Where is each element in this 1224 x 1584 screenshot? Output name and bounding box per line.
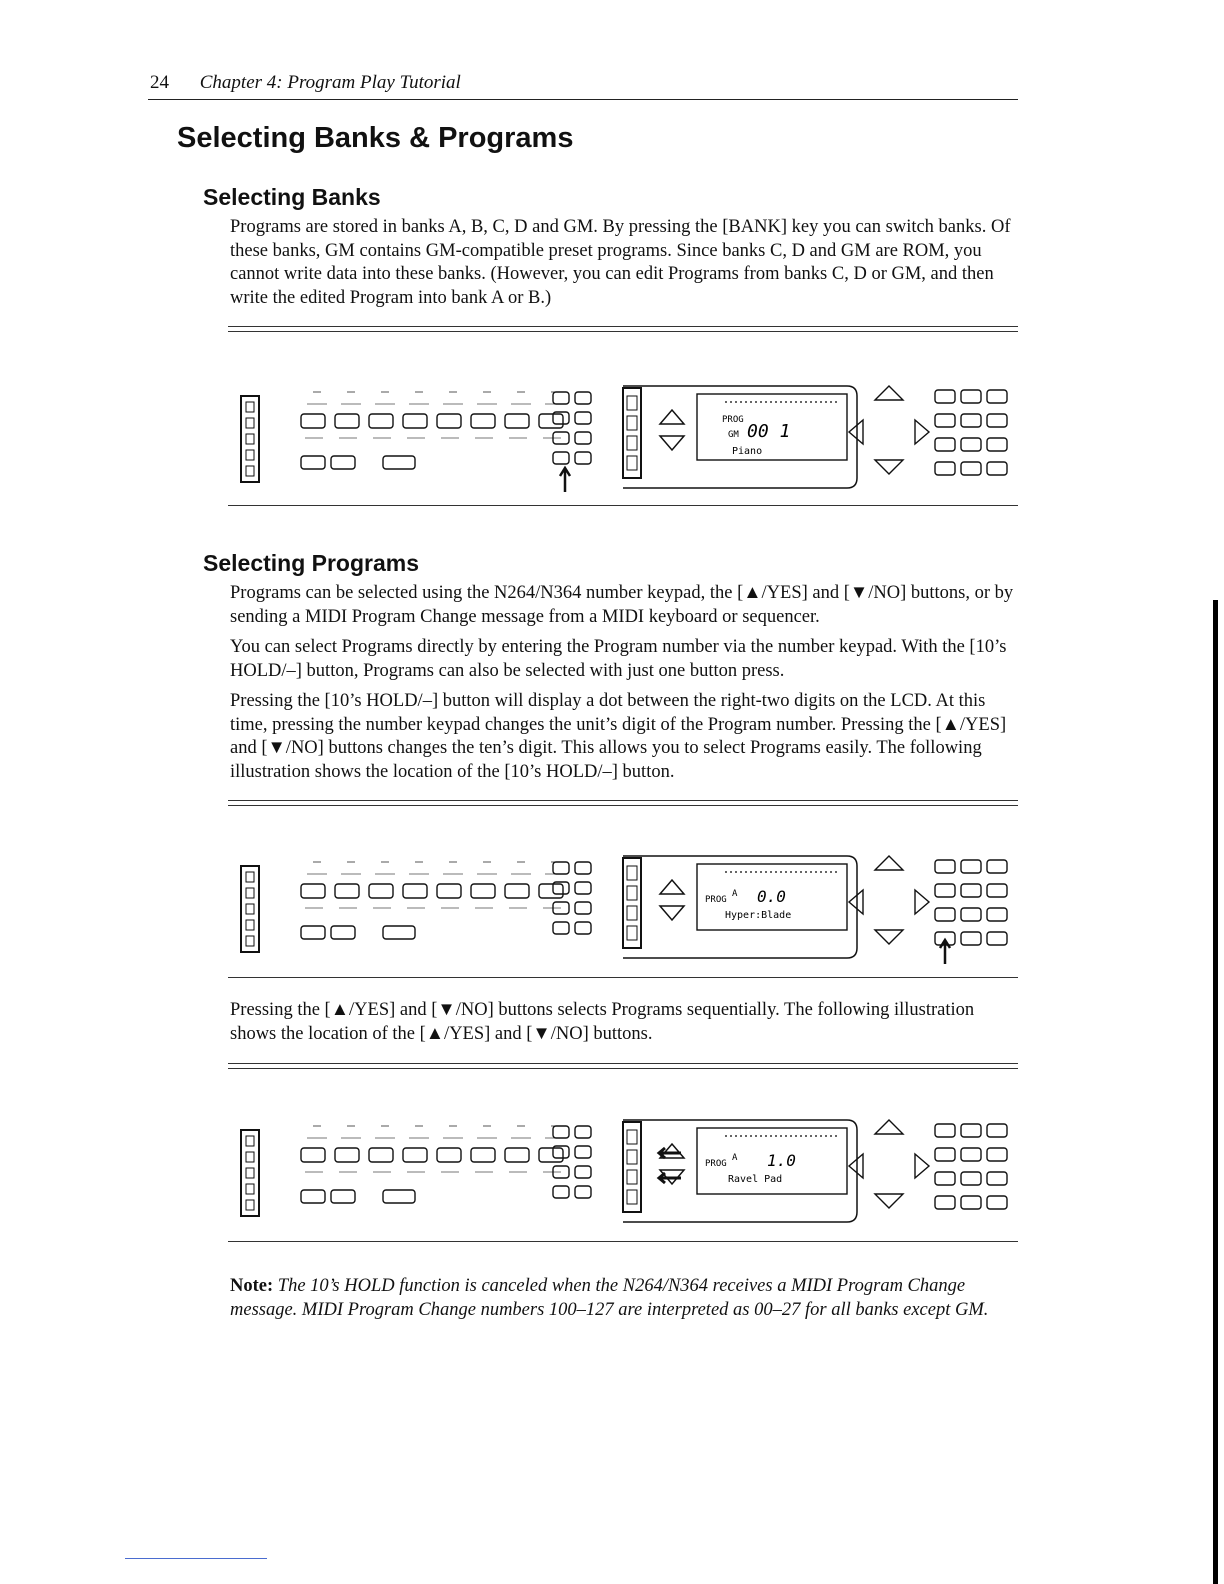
panel-button bbox=[987, 884, 1007, 897]
slider-segment bbox=[246, 920, 254, 930]
svg-text:PROG: PROG bbox=[705, 1159, 727, 1169]
yes-button bbox=[660, 410, 684, 424]
panel-button bbox=[505, 414, 529, 428]
panel-button bbox=[575, 392, 591, 404]
panel-button bbox=[961, 438, 981, 451]
panel-button bbox=[383, 926, 415, 939]
volume-slider bbox=[241, 396, 259, 482]
panel-button bbox=[935, 414, 955, 427]
10s-hold-arrow bbox=[940, 940, 950, 964]
lcd-name: Hyper:Blade bbox=[725, 910, 792, 921]
panel-button bbox=[335, 414, 359, 428]
panel-button bbox=[961, 884, 981, 897]
panel-drawing bbox=[241, 1120, 1007, 1222]
panel-button bbox=[437, 1148, 461, 1162]
cursor-down bbox=[875, 930, 903, 944]
slider-segment bbox=[246, 450, 254, 460]
panel-button bbox=[505, 884, 529, 898]
panel-button bbox=[539, 1148, 563, 1162]
slider-segment bbox=[627, 396, 637, 410]
panel-button bbox=[935, 860, 955, 873]
slider-segment bbox=[627, 436, 637, 450]
slider-segment bbox=[246, 1200, 254, 1210]
header-rule bbox=[148, 99, 1018, 100]
panel-button bbox=[437, 414, 461, 428]
panel-button bbox=[987, 390, 1007, 403]
footer-rule bbox=[125, 1558, 267, 1559]
lcd-bank: GM bbox=[728, 430, 739, 440]
value-slider bbox=[623, 1122, 641, 1212]
slider-segment bbox=[246, 1152, 254, 1162]
panel-button bbox=[987, 908, 1007, 921]
cursor-right bbox=[915, 1154, 929, 1178]
panel-button bbox=[935, 1148, 955, 1161]
slider-segment bbox=[246, 418, 254, 428]
panel-button bbox=[961, 860, 981, 873]
slider-segment bbox=[246, 936, 254, 946]
panel-button bbox=[987, 462, 1007, 475]
front-panel-illustration-yes-no bbox=[235, 1116, 1025, 1231]
panel-button bbox=[301, 884, 325, 898]
panel-button bbox=[987, 438, 1007, 451]
panel-button bbox=[575, 1186, 591, 1198]
volume-slider bbox=[241, 1130, 259, 1216]
panel-button bbox=[471, 1148, 495, 1162]
cursor-up bbox=[875, 386, 903, 400]
scan-edge bbox=[1213, 600, 1218, 1584]
panel-button bbox=[301, 414, 325, 428]
panel-button bbox=[961, 1172, 981, 1185]
panel-button bbox=[369, 1148, 393, 1162]
cursor-right bbox=[915, 890, 929, 914]
cursor-right bbox=[915, 420, 929, 444]
panel-button bbox=[505, 1148, 529, 1162]
panel-button bbox=[935, 1172, 955, 1185]
panel-button bbox=[575, 1166, 591, 1178]
panel-button bbox=[987, 1148, 1007, 1161]
panel-button bbox=[301, 1190, 325, 1203]
panel-button bbox=[437, 884, 461, 898]
no-button bbox=[660, 436, 684, 450]
panel-drawing bbox=[241, 386, 1007, 488]
panel-button bbox=[575, 412, 591, 424]
divider bbox=[228, 977, 1018, 978]
panel-button bbox=[301, 926, 325, 939]
panel-button bbox=[301, 456, 325, 469]
bank-key-arrow bbox=[560, 468, 570, 492]
slider-segment bbox=[627, 906, 637, 920]
divider bbox=[228, 1241, 1018, 1242]
lcd-bank: A bbox=[732, 1153, 738, 1163]
programs-paragraph-3: Pressing the [10’s HOLD/–] button will display a dot between the right-two digits on the LCD. At this time, pressing the number keypad changes the unit’s digit of the Program number. Pressing the [▲/YES] and [▼/NO] buttons changes the ten’s digit. This allows you to select Programs easily. The following illustration shows the location of the [10’s HOLD/–] button. bbox=[230, 691, 1007, 782]
slider-segment bbox=[627, 1170, 637, 1184]
panel-button bbox=[961, 1196, 981, 1209]
note bbox=[230, 1274, 1020, 1322]
slider-segment bbox=[627, 1190, 637, 1204]
panel-button bbox=[987, 1172, 1007, 1185]
panel-button bbox=[575, 452, 591, 464]
cursor-left bbox=[849, 890, 863, 914]
panel-button bbox=[961, 932, 981, 945]
panel-button bbox=[961, 1148, 981, 1161]
lcd-number: 0.0 bbox=[757, 887, 786, 906]
svg-text:PROG: PROG bbox=[722, 415, 744, 425]
slider-segment bbox=[627, 416, 637, 430]
lcd-number: 00 1 bbox=[747, 421, 791, 442]
yes-button bbox=[660, 880, 684, 894]
panel-button bbox=[935, 1124, 955, 1137]
lcd-name: Ravel Pad bbox=[728, 1174, 783, 1185]
panel-button bbox=[403, 1148, 427, 1162]
panel-button bbox=[935, 462, 955, 475]
slider-segment bbox=[246, 1168, 254, 1178]
panel-button bbox=[331, 456, 355, 469]
panel-button bbox=[987, 414, 1007, 427]
panel-button bbox=[987, 860, 1007, 873]
cursor-left bbox=[849, 1154, 863, 1178]
panel-button bbox=[935, 438, 955, 451]
panel-button bbox=[539, 414, 563, 428]
slider-segment bbox=[246, 1136, 254, 1146]
programs-paragraph-1: Programs can be selected using the N264/N364 number keypad, the [▲/YES] and [▼/NO] buttons, or by sending a MIDI Program Change message from a MIDI keyboard or sequencer. bbox=[230, 583, 1014, 627]
panel-button bbox=[575, 1146, 591, 1158]
front-panel-illustration-bank bbox=[235, 382, 1025, 497]
cursor-up bbox=[875, 1120, 903, 1134]
panel-button bbox=[369, 884, 393, 898]
panel-button bbox=[575, 1126, 591, 1138]
divider bbox=[228, 1063, 1018, 1069]
cursor-left bbox=[849, 420, 863, 444]
page-header bbox=[150, 72, 461, 94]
panel-button bbox=[301, 1148, 325, 1162]
slider-segment bbox=[627, 456, 637, 470]
slider-segment bbox=[627, 1150, 637, 1164]
panel-button bbox=[553, 392, 569, 404]
chapter-title: Chapter 4: Program Play Tutorial bbox=[199, 72, 461, 93]
panel-button bbox=[403, 414, 427, 428]
panel-button bbox=[961, 462, 981, 475]
value-slider bbox=[623, 388, 641, 478]
section-heading-banks: Selecting Banks bbox=[203, 184, 381, 210]
slider-segment bbox=[246, 1184, 254, 1194]
panel-button bbox=[935, 1196, 955, 1209]
banks-paragraph: Programs are stored in banks A, B, C, D and GM. By pressing the [BANK] key you can switch banks. Of these banks, GM contains GM-compatible preset programs. Since banks C, D and GM are ROM, you cannot write data into these banks. (However, you can edit Programs from banks C, D or GM, and then write the edited Program into bank A or B.) bbox=[230, 217, 1011, 308]
panel-button bbox=[961, 414, 981, 427]
panel-button bbox=[961, 1124, 981, 1137]
panel-button bbox=[331, 1190, 355, 1203]
divider bbox=[228, 505, 1018, 506]
slider-segment bbox=[627, 926, 637, 940]
cursor-up bbox=[875, 856, 903, 870]
panel-button bbox=[403, 884, 427, 898]
programs-paragraph-2: You can select Programs directly by entering the Program number via the number keypad. With the [10’s HOLD/–] button, Programs can also be selected with just one button press. bbox=[230, 637, 1007, 681]
lcd-name: Piano bbox=[732, 446, 763, 457]
note-label: Note: bbox=[230, 1276, 274, 1296]
programs-paragraph-4: Pressing the [▲/YES] and [▼/NO] buttons selects Programs sequentially. The following illustration shows the location of the [▲/YES] and [▼/NO] buttons. bbox=[230, 1000, 975, 1044]
panel-button bbox=[987, 932, 1007, 945]
panel-button bbox=[539, 884, 563, 898]
panel-button bbox=[553, 1126, 569, 1138]
panel-button bbox=[575, 922, 591, 934]
panel-button bbox=[383, 1190, 415, 1203]
panel-button bbox=[331, 926, 355, 939]
page-title: Selecting Banks & Programs bbox=[177, 122, 574, 154]
panel-button bbox=[553, 452, 569, 464]
panel-button bbox=[553, 862, 569, 874]
slider-segment bbox=[246, 904, 254, 914]
slider-segment bbox=[627, 866, 637, 880]
panel-button bbox=[471, 884, 495, 898]
panel-button bbox=[553, 922, 569, 934]
front-panel-illustration-10s-hold bbox=[235, 852, 1025, 967]
panel-button bbox=[961, 908, 981, 921]
panel-button bbox=[935, 390, 955, 403]
panel-button bbox=[335, 1148, 359, 1162]
panel-button bbox=[935, 884, 955, 897]
note-text: The 10’s HOLD function is canceled when the N264/N364 receives a MIDI Program Change message. MIDI Program Change numbers 100–127 are interpreted as 00–27 for all banks except GM. bbox=[230, 1276, 989, 1320]
panel-drawing bbox=[241, 856, 1007, 958]
cursor-down bbox=[875, 1194, 903, 1208]
panel-button bbox=[575, 882, 591, 894]
page-number: 24 bbox=[150, 72, 169, 93]
divider bbox=[228, 326, 1018, 332]
panel-button bbox=[575, 862, 591, 874]
slider-segment bbox=[246, 402, 254, 412]
slider-segment bbox=[246, 434, 254, 444]
cursor-down bbox=[875, 460, 903, 474]
value-slider bbox=[623, 858, 641, 948]
svg-text:PROG: PROG bbox=[705, 895, 727, 905]
slider-segment bbox=[246, 888, 254, 898]
slider-segment bbox=[246, 466, 254, 476]
panel-button bbox=[987, 1124, 1007, 1137]
volume-slider bbox=[241, 866, 259, 952]
panel-button bbox=[553, 1186, 569, 1198]
lcd-number: 1.0 bbox=[767, 1151, 796, 1170]
panel-button bbox=[935, 908, 955, 921]
slider-segment bbox=[627, 886, 637, 900]
panel-button bbox=[575, 432, 591, 444]
slider-segment bbox=[246, 872, 254, 882]
slider-segment bbox=[627, 1130, 637, 1144]
no-button bbox=[660, 906, 684, 920]
section-heading-programs: Selecting Programs bbox=[203, 550, 420, 576]
panel-button bbox=[961, 390, 981, 403]
panel-button bbox=[369, 414, 393, 428]
divider bbox=[228, 800, 1018, 806]
panel-button bbox=[575, 902, 591, 914]
panel-button bbox=[335, 884, 359, 898]
lcd-bank: A bbox=[732, 889, 738, 899]
panel-button bbox=[987, 1196, 1007, 1209]
panel-button bbox=[471, 414, 495, 428]
panel-button bbox=[383, 456, 415, 469]
